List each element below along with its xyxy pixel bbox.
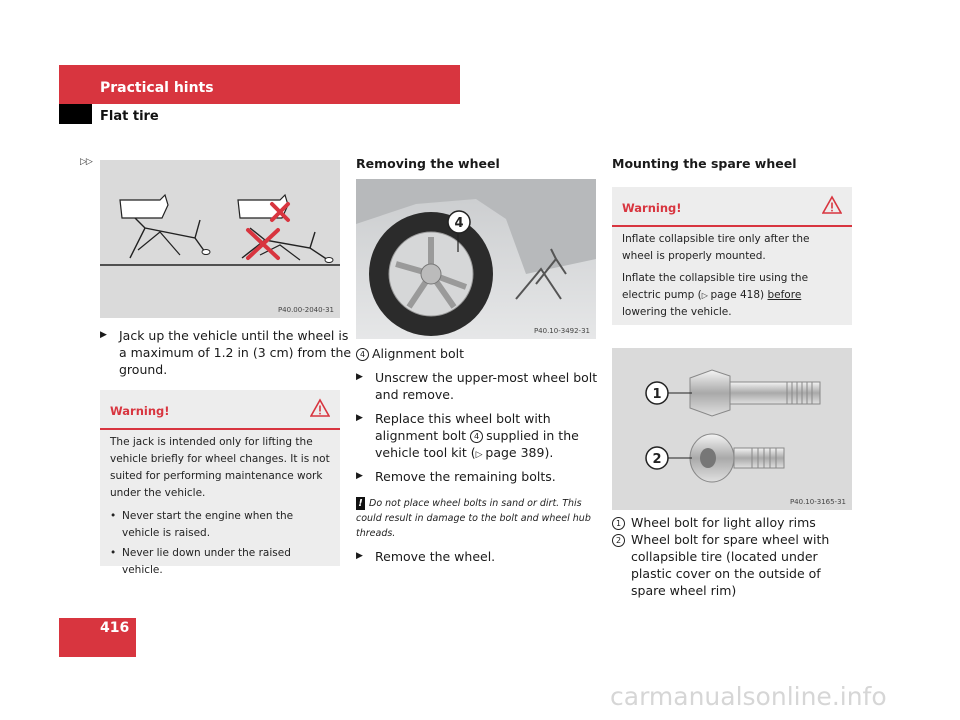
figure-code: P40.10-3165-31: [789, 498, 846, 506]
list-item: [356, 468, 615, 485]
list-item: [356, 548, 615, 565]
instruction-text: Unscrew the upper-most wheel bolt and remove.: [375, 370, 598, 402]
figure-code: P40.00-2040-31: [277, 306, 334, 314]
warning-header: [100, 390, 340, 430]
watermark: carmanualsonline.info: [610, 682, 887, 711]
continued-mark: ▷▷: [80, 157, 92, 167]
bullet-arrow-icon: ▶: [356, 471, 363, 481]
note-text: ! Do not place wheel bolts in sand or dirt. This could result in damage to the bolt and wheel hub threads.: [356, 498, 591, 539]
reference-arrow-icon: ▷: [475, 450, 486, 460]
warning-body: The jack is intended only for lifting the vehicle briefly for wheel changes. It is not suited for performing maintenance work under the vehicle.: [110, 436, 330, 499]
wheel-illustration: [356, 179, 596, 339]
list-item: ▶ Replace this wheel bolt with alignment bolt 4 supplied in the vehicle tool kit (▷ page 389).: [356, 411, 579, 460]
bolts-illustration: [612, 348, 852, 510]
bullet-arrow-icon: ▶: [356, 372, 363, 382]
warning-body: Inflate collapsible tire only after the wheel is properly mounted.: [622, 233, 810, 262]
list-item: [100, 327, 359, 378]
warning-triangle-icon: [310, 398, 330, 418]
section-heading: Removing the wheel: [356, 156, 500, 171]
instruction-text: Remove the wheel.: [375, 549, 496, 564]
page-number: 416: [100, 620, 130, 636]
figure-code: P40.10-3492-31: [533, 327, 590, 335]
instruction-text: Remove the remaining bolts.: [375, 469, 556, 484]
legend-item: 1 Wheel bolt for light alloy rims: [612, 514, 852, 531]
bullet-arrow-icon: ▶: [100, 330, 107, 340]
warning-box: [100, 390, 340, 576]
warning-title: Warning!: [110, 404, 170, 418]
warning-item: • Never start the engine when the vehicle is raised.: [110, 510, 294, 539]
legend-item: 2 Wheel bolt for spare wheel with collapsible tire (located under plastic cover on the outside of spare wheel rim): [612, 531, 852, 599]
warning-triangle-icon: [822, 195, 842, 215]
header-marker: [59, 104, 92, 124]
legend-text: Alignment bolt: [372, 346, 464, 361]
warning-body: Inflate the collapsible tire using the electric pump (▷ page 418) before lowering the vehicle.: [622, 272, 809, 318]
callout-2: 2: [652, 452, 662, 467]
warning-item: • Never lie down under the raised vehicle.: [110, 547, 291, 576]
list-item: [356, 369, 615, 403]
bullet-arrow-icon: ▶: [356, 551, 363, 561]
figure-legend: [356, 345, 464, 362]
bolts-figure: [612, 348, 852, 510]
reference-arrow-icon: ▷: [701, 291, 711, 300]
instruction-text: Jack up the vehicle until the wheel is a maximum of 1.2 in (3 cm) from the ground.: [119, 328, 352, 377]
jack-figure: [100, 160, 340, 318]
callout-1: 1: [652, 387, 662, 402]
section-title: Practical hints: [100, 80, 214, 96]
warning-header: [612, 187, 852, 227]
callout-4: 4: [454, 216, 464, 231]
page-subtitle: Flat tire: [100, 109, 159, 124]
bullet-arrow-icon: ▶: [356, 413, 363, 423]
legend-number: 4: [356, 348, 369, 361]
figure-legend: [612, 514, 852, 599]
warning-title: Warning!: [622, 201, 682, 215]
section-heading: Mounting the spare wheel: [612, 156, 797, 171]
wheel-figure: [356, 179, 596, 339]
warning-box: [612, 187, 852, 325]
note-exclamation-icon: !: [356, 497, 365, 510]
jack-illustration: [100, 160, 340, 318]
